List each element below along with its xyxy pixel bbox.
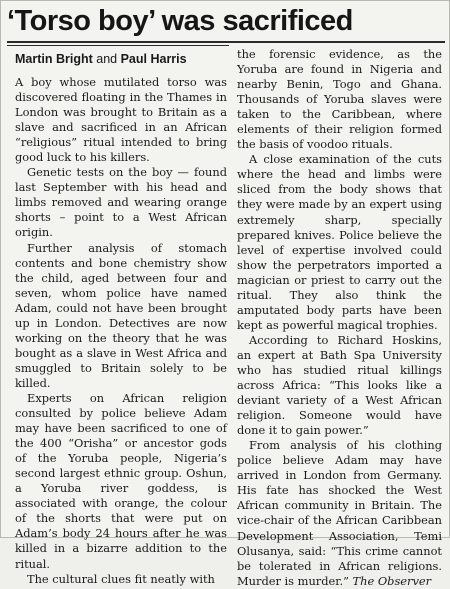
article-column-left [15, 75, 227, 587]
paragraph: Experts on African religion consulted by police believe Adam may have been sacrificed to one of the 400 “Orisha” or ancestor gods of the Yoruba people, Nigeria’s second largest ethnic group. Oshun, a Yoruba river goddess, is associated with orange, the colour of the shorts that were put on Adam’s body 24 hours after he was killed in a bizarre addition to the ritual. [15, 390, 227, 571]
headline-rule-bottom [7, 45, 229, 46]
paragraph: Genetic tests on the boy — found last September with his head and limbs removed and wearing orange shorts – point to a West African origin. [15, 165, 227, 240]
paragraph: the forensic evidence, as the Yoruba are found in Nigeria and nearby Benin, Togo and Ghana. Thousands of Yoruba slaves were taken to the Caribbean, where elements of their religion formed the basis of voodoo rituals. [237, 47, 442, 152]
paragraph: The cultural clues fit neatly with [27, 571, 215, 586]
source-credit: The Observer [352, 573, 432, 588]
article-column-right [237, 47, 442, 589]
paragraph-final-text: From analysis of his clothing police believe Adam may have arrived in London from Germany. His fate has shocked the West African community in Britain. The vice-chair of the African Caribbean Development Association, Temi Olusanya, said: “This crime cannot be tolerated in African religions. Murder is murder.” [237, 438, 442, 588]
paragraph: A close examination of the cuts where the head and limbs were sliced from the body shows that they were made by an expert using extremely sharp, specially prepared knives. Police believe the level of expertise involved could show the perpetrators imported a magician or priest to carry out the ritual. They also think the amputated body parts have been kept as powerful magical trophies. [237, 152, 442, 332]
headline: ‘Torso boy’ was sacrificed [7, 5, 353, 37]
byline-author-2: Paul Harris [120, 52, 187, 66]
byline [15, 52, 230, 66]
byline-connector: and [92, 52, 121, 66]
headline-rule-top [7, 41, 445, 43]
paragraph: According to Richard Hoskins, an expert at Bath Spa University who has studied ritual killings across Africa: “This looks like a deviant variety of a West African religion. Someone would have done it to gain power.” [237, 332, 442, 438]
paragraph: A boy whose mutilated torso was discovered floating in the Thames in London was brought to Britain as a slave and sacrificed in an African “religious” ritual intended to bring good luck to his killers. [15, 75, 227, 165]
byline-author-1: Martin Bright [15, 52, 93, 66]
paragraph-final [237, 438, 442, 588]
paragraph: Further analysis of stomach contents and bone chemistry show the child, aged between four and seven, whom police have named Adam, could not have been brought up in London. Detectives are now working on the theory that he was bought as a slave in West Africa and smuggled to Britain solely to be killed. [15, 240, 227, 390]
